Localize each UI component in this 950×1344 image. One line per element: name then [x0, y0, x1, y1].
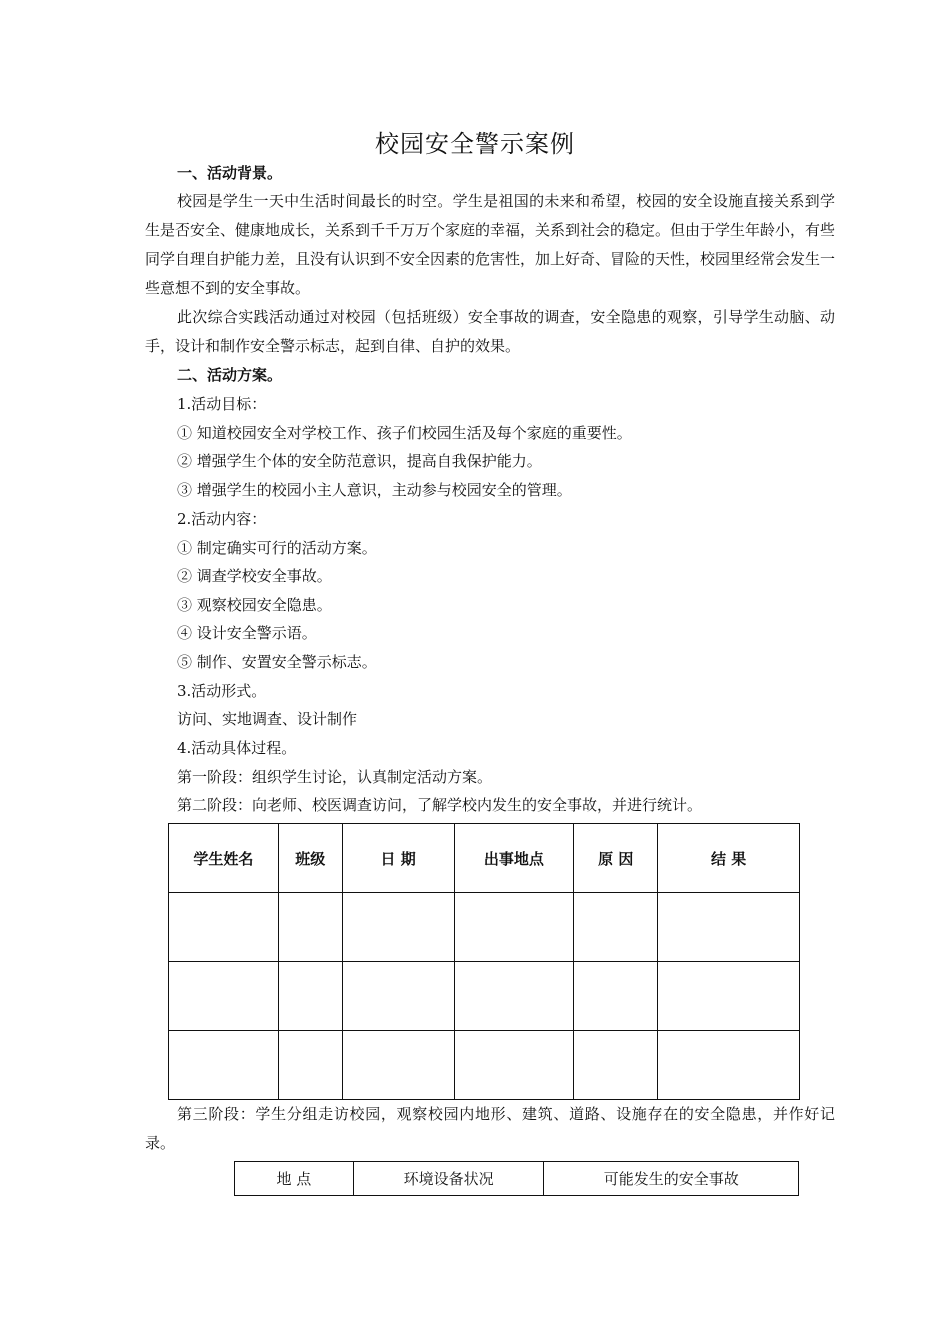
text-line: 1.活动目标：: [177, 395, 267, 413]
text-line: 访问、实地调查、设计制作: [177, 710, 358, 728]
text-line: 第一阶段：组织学生讨论，认真制定活动方案。: [177, 768, 493, 786]
text-line: 4.活动具体过程。: [177, 739, 297, 757]
table-cell: [454, 962, 574, 1031]
table-row: [169, 1031, 800, 1100]
paragraph-stage-three: 第三阶段：学生分组走访校园，观察校园内地形、建筑、道路、设施存在的安全隐患，并作好记录。: [145, 1105, 835, 1152]
text-line: ② 增强学生个体的安全防范意识，提高自我保护能力。: [177, 452, 542, 470]
text-line: ⑤ 制作、安置安全警示标志。: [177, 653, 377, 671]
table-cell: [658, 962, 800, 1031]
table-cell: [278, 1031, 342, 1100]
paragraph-purpose: 此次综合实践活动通过对校园（包括班级）安全事故的调查，安全隐患的观察，引导学生动脑、动手，设计和制作安全警示标志，起到自律、自护的效果。: [145, 308, 835, 355]
text-line: 2.活动内容：: [177, 510, 267, 528]
header-result: 结 果: [658, 824, 800, 893]
paragraph-background: 校园是学生一天中生活时间最长的时空。学生是祖国的未来和希望，校园的安全设施直接关系到学生是否安全、健康地成长，关系到千千万万个家庭的幸福，关系到社会的稳定。但由于学生年龄小，有些同学自理自护能力差，且没有认识到不安全因素的危害性，加上好奇、冒险的天性，校园里经常会发生一些意想不到的安全事故。: [145, 192, 836, 297]
header-class: 班级: [278, 824, 342, 893]
section-heading-plan: 二、活动方案。: [177, 366, 283, 384]
accident-survey-table: [168, 823, 800, 1100]
table-cell: [454, 1031, 574, 1100]
table-cell: [342, 962, 454, 1031]
hazard-observation-table: [234, 1161, 799, 1196]
header-date: 日 期: [342, 824, 454, 893]
text-line: ④ 设计安全警示语。: [177, 624, 317, 642]
table-cell: [574, 1031, 658, 1100]
table-cell: [169, 893, 279, 962]
table-cell: [342, 1031, 454, 1100]
table-cell: [342, 893, 454, 962]
text-line: 3.活动形式。: [177, 682, 267, 700]
document-title: 校园安全警示案例: [375, 130, 575, 158]
header-location: 出事地点: [454, 824, 574, 893]
table-cell: [169, 1031, 279, 1100]
header-student-name: 学生姓名: [169, 824, 279, 893]
text-line: ① 制定确实可行的活动方案。: [177, 539, 377, 557]
table-header-row: [169, 824, 800, 893]
table-cell: [278, 893, 342, 962]
table-cell: [169, 962, 279, 1031]
text-line: ③ 增强学生的校园小主人意识，主动参与校园安全的管理。: [177, 481, 572, 499]
table-cell: [278, 962, 342, 1031]
table-row: [169, 962, 800, 1031]
table-cell: [574, 893, 658, 962]
table-cell: [454, 893, 574, 962]
header-place: 地 点: [235, 1162, 354, 1196]
text-line: ② 调查学校安全事故。: [177, 567, 332, 585]
text-line: ③ 观察校园安全隐患。: [177, 596, 332, 614]
table-header-row: [235, 1162, 799, 1196]
header-possible-accident: 可能发生的安全事故: [544, 1162, 799, 1196]
table-cell: [658, 1031, 800, 1100]
table-cell: [574, 962, 658, 1031]
section-heading-background: 一、活动背景。: [177, 164, 283, 182]
table-row: [169, 893, 800, 962]
header-cause: 原 因: [574, 824, 658, 893]
header-environment-status: 环境设备状况: [353, 1162, 544, 1196]
table-cell: [658, 893, 800, 962]
text-line: 第二阶段：向老师、校医调查访问，了解学校内发生的安全事故，并进行统计。: [177, 796, 703, 814]
text-line: ① 知道校园安全对学校工作、孩子们校园生活及每个家庭的重要性。: [177, 424, 632, 442]
